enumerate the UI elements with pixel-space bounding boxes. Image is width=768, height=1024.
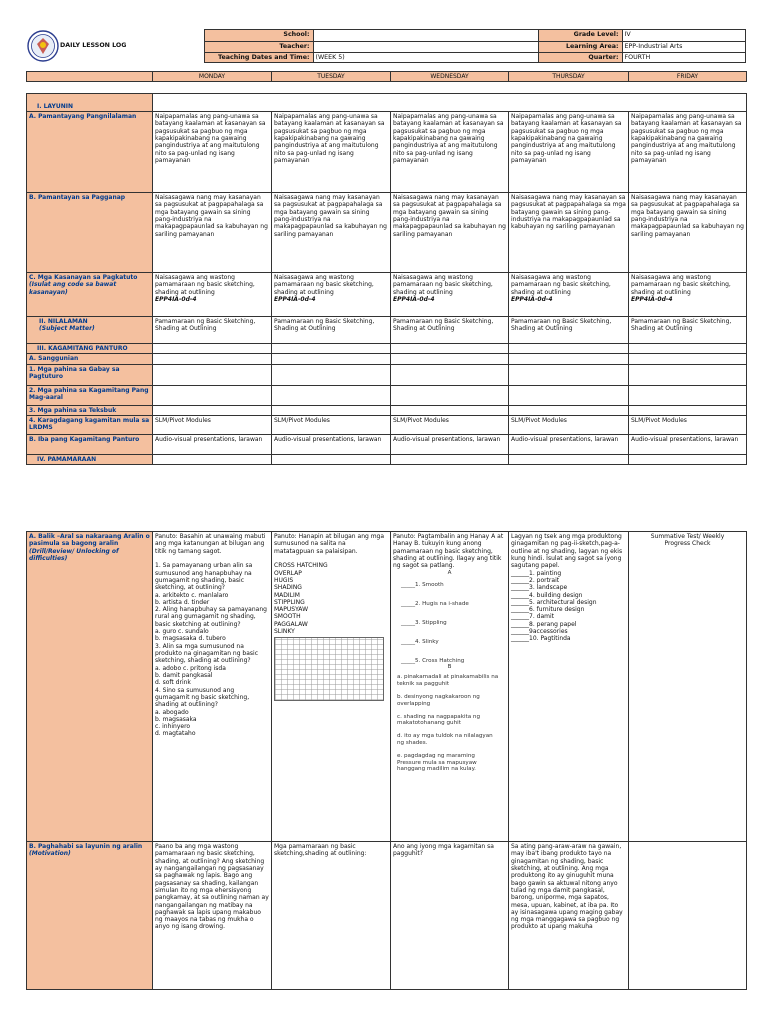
row-kagamitan: III. KAGAMITANG PANTURO — [27, 344, 153, 354]
cell-text: Naisasagawa nang may kasanayan sa pagsusukat at pagpapahalaga sa mga batayang gawain sa sining pang-industriya na makapagpapaunlad sa kabuhayan ng sariling pamayanan — [509, 193, 629, 273]
header-table — [24, 29, 746, 63]
choice: b. magsasaka d. tubero — [155, 635, 226, 643]
word-item: PAGGALAW — [274, 620, 308, 628]
grade-field[interactable]: IV — [622, 30, 745, 42]
monday-drill-cell — [153, 532, 272, 842]
dates-label: Teaching Dates and Time: — [204, 52, 313, 63]
check-item: ______9accessories — [511, 628, 568, 636]
word-search-grid-image — [274, 637, 384, 701]
instruction-text: Lagyan ng tsek ang mga produktong ginagamitan ng pag-ii-sketch,pag-a-outline at ng shading, lagyan ng ekis kung hindi. Isulat ang sagot sa iyong sagutang papel. — [511, 533, 623, 570]
matching-choice: a. pinakamadali at pinakamabilis na teknik sa pagguhit — [397, 674, 499, 688]
check-item: ______6. furniture design — [511, 606, 585, 614]
cell-text: Audio-visual presentations, larawan — [153, 434, 272, 454]
wednesday-motivation: Ano ang iyong mga kagamitan sa pagguhit? — [391, 842, 509, 990]
matching-item: _____5. Cross Hatching — [401, 657, 465, 664]
choice: a. adobo c. pritong isda — [155, 664, 226, 672]
choice: b. artista d. tinder — [155, 598, 210, 606]
monday-motivation: Paano ba ang mga wastong pamamaraan ng basic sketching, shading, at outlining? Ang sketching ay nangangailangan ng pagsasanay sa paghawak ng lapis. Bago ang pagsasanay sa shading, kailangan simulan ito ng mga ehersisyong pangkamay, at sa outlining naman ay nangangailangan ng matibay na paghawak sa lapis upang makabuo ng maayos na tabas ng mukha o anyo ng isang drowing. — [153, 842, 272, 990]
lesson-table-page2 — [26, 531, 747, 990]
day-wednesday: WEDNESDAY — [391, 72, 509, 82]
cell-text: Naipapamalas ang pang-unawa sa batayang kaalaman at kasanayan sa pagsusukat sa pagbuo ng mga kapakipakinabang na gawaing pangindustriya at ang maitutulong nito sa pag-unlad ng isang pamayanan — [629, 112, 747, 193]
choice: b. damit pangkasal — [155, 671, 213, 679]
cell-text: Naipapamalas ang pang-unawa sa batayang kaalaman at kasanayan sa pagsusukat sa pagbuo ng mga kapakipakinabang na gawaing pangindustriya at ang maitutulong nito sa pag-unlad ng isang pamayanan — [153, 112, 272, 193]
check-item: ______5. architectural design — [511, 598, 597, 606]
page-title: DAILY LESSON LOG — [60, 42, 127, 50]
check-item: ______4. building design — [511, 591, 583, 599]
row-nilalaman-note: (Subject Matter) — [39, 325, 95, 333]
row-balik-aral-note: (Drill/Review/ Unlocking of difficulties) — [29, 547, 119, 562]
school-field[interactable] — [313, 30, 538, 42]
question-2: 2. Aling hanapbuhay sa pamayanang rural ang gumagamit ng shading, basic sketching at outlining? — [155, 606, 267, 628]
row-pagganap: B. Pamantayan sa Pagganap — [27, 193, 153, 273]
tuesday-drill-cell — [272, 532, 391, 842]
cell-text: Naisasagawa ang wastong pamamaraan ng basic sketching, shading at outlining — [631, 274, 731, 296]
word-item: STIPPLING — [274, 598, 305, 606]
cell-text: Audio-visual presentations, larawan — [509, 434, 629, 454]
cell-text: Pamamaraan ng Basic Sketching, Shading at Outlining — [509, 317, 629, 344]
summative-text: Summative Test/ Weekly Progress Check — [650, 533, 725, 548]
day-tuesday: TUESDAY — [272, 72, 391, 82]
cell-code: EPP4IA-0d-4 — [155, 295, 197, 303]
friday-drill-cell — [629, 532, 747, 842]
choice: d. soft drink — [155, 679, 191, 687]
cell-text: Pamamaraan ng Basic Sketching, Shading at Outlining — [391, 317, 509, 344]
matching-item: _____2. Hugis na i-shade — [401, 601, 469, 608]
cell-text: Naisasagawa ang wastong pamamaraan ng basic sketching, shading at outlining — [511, 274, 611, 296]
cell-text: Naipapamalas ang pang-unawa sa batayang kaalaman at kasanayan sa pagsusukat sa pagbuo ng mga kapakipakinabang na gawaing pangindustriya at ang maitutulong nito sa pag-unlad ng isang pamayanan — [391, 112, 509, 193]
matching-choice: e. pagdagdag ng maraming Pressure mula sa mapusyaw hanggang madilim na kulay. — [397, 752, 477, 773]
column-a-header: A — [447, 569, 452, 576]
cell-text: Naipapamalas ang pang-unawa sa batayang kaalaman at kasanayan sa pagsusukat sa pagbuo ng mga kapakipakinabang na gawaing pangindustriya at ang maitutulong nito sa pag-unlad ng isang pamayanan — [509, 112, 629, 193]
cell-text: Pamamaraan ng Basic Sketching, Shading at Outlining — [629, 317, 747, 344]
instruction-text: Panuto: Hanapin at bilugan ang mga sumusunod na salita na matatagpuan sa palaisipan. — [274, 533, 385, 555]
tuesday-motivation: Mga pamamaraan ng basic sketching,shading at outlining: — [272, 842, 391, 990]
dates-field[interactable]: (WEEK 5) — [313, 52, 538, 63]
matching-item: _____4. Slinky — [401, 638, 439, 645]
word-item: OVERLAP — [274, 569, 302, 577]
question-4: 4. Sino sa sumusunod ang gumagamit ng basic sketching, shading at outlining? — [155, 686, 250, 709]
matching-item: _____3. Stippling — [401, 620, 447, 626]
choice: a. arkitekto c. manlalaro — [155, 591, 229, 599]
word-item: HUGIS — [274, 576, 294, 584]
choice: a. abogado — [155, 708, 189, 716]
row-pangnilalaman: A. Pamantayang Pangnilalaman — [27, 112, 153, 193]
cell-text: Naisasagawa ang wastong pamamaraan ng basic sketching, shading at outlining — [274, 274, 374, 296]
row-iba-pa: B. Iba pang Kagamitang Panturo — [27, 434, 153, 454]
cell-text: Naisasagawa nang may kasanayan sa pagsusukat at pagpapahalaga sa mga batayang gawain sa sining pang-industriya na makapagpapaunlad sa kabuhayan ng sariling pamayanan — [391, 193, 509, 273]
cell-text: Pamamaraan ng Basic Sketching, Shading at Outlining — [153, 317, 272, 344]
check-item: ______3. landscape — [511, 584, 568, 592]
row-nilalaman: II. NILALAMAN — [39, 318, 88, 325]
word-item: CROSS HATCHING — [274, 562, 328, 570]
school-label: School: — [204, 30, 313, 42]
question-1: 1. Sa pamayanang urban alin sa sumusunod ang hanapbuhay na gumagamit ng shading, basic sketching, at outlining? — [155, 562, 253, 592]
matching-item: _____1. Smooth — [401, 582, 444, 589]
cell-text: SLM/Pivot Modules — [272, 415, 391, 434]
check-item: ______2. portrait — [511, 576, 560, 584]
row-layunin: I. LAYUNIN — [27, 94, 153, 112]
cell-text: Naisasagawa ang wastong pamamaraan ng basic sketching, shading at outlining — [393, 274, 493, 296]
row-sanggunian: A. Sanggunian — [27, 354, 153, 364]
row-pagkatuto-note: (Isulat ang code sa bawat kasanayan) — [29, 281, 117, 296]
days-header — [26, 71, 747, 82]
quarter-label: Quarter: — [538, 52, 622, 63]
check-item: ______7. damit — [511, 613, 554, 621]
day-thursday: THURSDAY — [509, 72, 629, 82]
grade-label: Grade Level: — [538, 30, 622, 42]
word-item: SLINKY — [274, 628, 295, 636]
area-label: Learning Area: — [538, 42, 622, 53]
cell-text: SLM/Pivot Modules — [391, 415, 509, 434]
teacher-field[interactable] — [313, 42, 538, 53]
thursday-drill-cell — [509, 532, 629, 842]
cell-text: SLM/Pivot Modules — [153, 415, 272, 434]
word-item: MAPUSYAW — [274, 606, 309, 614]
word-item: MADILIM — [274, 591, 300, 599]
cell-text: Pamamaraan ng Basic Sketching, Shading at Outlining — [272, 317, 391, 344]
day-monday: MONDAY — [153, 72, 272, 82]
cell-code: EPP4IA-0d-4 — [393, 295, 435, 303]
row-teksbuk: 3. Mga pahina sa Teksbuk — [27, 405, 153, 415]
cell-text: Audio-visual presentations, larawan — [391, 434, 509, 454]
choice: c. inhinyero — [155, 723, 191, 731]
cell-text: Naisasagawa nang may kasanayan sa pagsusukat at pagpapahalaga sa mga batayang gawain sa sining pang-industriya na makapagpapaunlad sa kabuhayan ng sariling pamayanan — [153, 193, 272, 273]
choice: a. guro c. sundalo — [155, 628, 209, 636]
cell-text: Naisasagawa nang may kasanayan sa pagsusukat at pagpapahalaga sa mga batayang gawain sa sining pang-industriya na makapagpapaunlad sa kabuhayan ng sariling pamayanan — [629, 193, 747, 273]
instruction-text: Panuto: Basahin at unawaing mabuti ang mga katanungan at bilugan ang titik ng tamang sagot. — [155, 533, 266, 555]
teacher-label: Teacher: — [204, 42, 313, 53]
cell-text: Naisasagawa nang may kasanayan sa pagsusukat at pagpapahalaga sa mga batayang gawain sa sining pang-industriya na makapagpapaunlad sa kabuhayan ng sariling pamayanan — [272, 193, 391, 273]
cell-text: Audio-visual presentations, larawan — [272, 434, 391, 454]
instruction-text: Panuto: Pagtambalin ang Hanay A at Hanay B. tukuyin kung anong pamamaraan ng basic sketching, shading at outlining. Ilagay ang titik ng sagot sa patlang. — [393, 533, 504, 570]
row-pagkatuto: C. Mga Kasanayan sa Pagkatuto — [29, 274, 138, 281]
word-item: SMOOTH — [274, 613, 301, 621]
matching-choice: d. ito ay mga tuldok na nilalagyan ng shades. — [397, 733, 493, 746]
check-item: ______8. perang papel — [511, 620, 577, 628]
quarter-field[interactable]: FOURTH — [622, 52, 745, 63]
day-friday: FRIDAY — [629, 72, 747, 82]
wednesday-drill-cell — [391, 532, 509, 842]
row-paghahabi-note: (Motivation) — [29, 850, 71, 858]
row-gabay: 1. Mga pahina sa Gabay sa Pagtuturo — [27, 364, 153, 385]
cell-code: EPP4IA-0d-4 — [631, 295, 673, 303]
area-field[interactable]: EPP-Industrial Arts — [622, 42, 745, 53]
cell-text: SLM/Pivot Modules — [509, 415, 629, 434]
check-item: ______10. Pagtitinda — [511, 635, 571, 643]
row-pamamaraan: IV. PAMAMARAAN — [27, 454, 153, 464]
cell-code: EPP4IA-0d-4 — [274, 295, 316, 303]
row-paghahabi: B. Paghahabi sa layunin ng aralin — [29, 843, 143, 850]
matching-choice: b. desinyong nagkakaroon ng overlapping — [397, 693, 480, 707]
cell-text: Naisasagawa ang wastong pamamaraan ng basic sketching, shading at outlining — [155, 274, 255, 296]
cell-code: EPP4IA-0d-4 — [511, 295, 553, 303]
check-item: ______1. painting — [511, 569, 562, 577]
matching-choice: c. shading na nagpapakita ng makatotohanang guhit — [397, 713, 481, 727]
cell-text: Audio-visual presentations, larawan — [629, 434, 747, 454]
friday-motivation — [629, 842, 747, 990]
column-b-header: B — [447, 664, 452, 671]
choice: b. magsasaka — [155, 715, 197, 723]
lesson-table-page1 — [26, 93, 747, 465]
word-item: SHADING — [274, 584, 302, 592]
thursday-motivation: Sa ating pang-araw-araw na gawain, may iba't ibang produkto tayo na ginagamitan ng shading, basic sketching, at outlining. Ang mga produktong ito ay ginuguhit muna bago gawin sa aktuwal nitong anyo tulad ng mga damit pangkasal, barong, uniporme, mga sapatos, mesa, upuan, kabinet, at iba pa. Ito ay isinasagawa upang maging gabay ng mga manggagawa sa pagbuo ng produkto at upang makuha — [509, 842, 629, 990]
row-mag-aaral: 2. Mga pahina sa Kagamitang Pang Mag-aaral — [27, 385, 153, 405]
cell-text: Naipapamalas ang pang-unawa sa batayang kaalaman at kasanayan sa pagsusukat sa pagbuo ng mga kapakipakinabang na gawaing pangindustriya at ang maitutulong nito sa pag-unlad ng isang pamayanan — [272, 112, 391, 193]
row-lrdms: 4. Karagdagang kagamitan mula sa LRDMS — [27, 415, 153, 434]
question-3: 3. Alin sa mga sumusunod na produkto na ginagamitan ng basic sketching, shading at outlining? — [155, 642, 259, 665]
cell-text: SLM/Pivot Modules — [629, 415, 747, 434]
row-balik-aral: A. Balik –Aral sa nakaraang Aralin o pasimula sa bagong aralin — [29, 533, 150, 548]
choice: d. magtataho — [155, 730, 196, 738]
